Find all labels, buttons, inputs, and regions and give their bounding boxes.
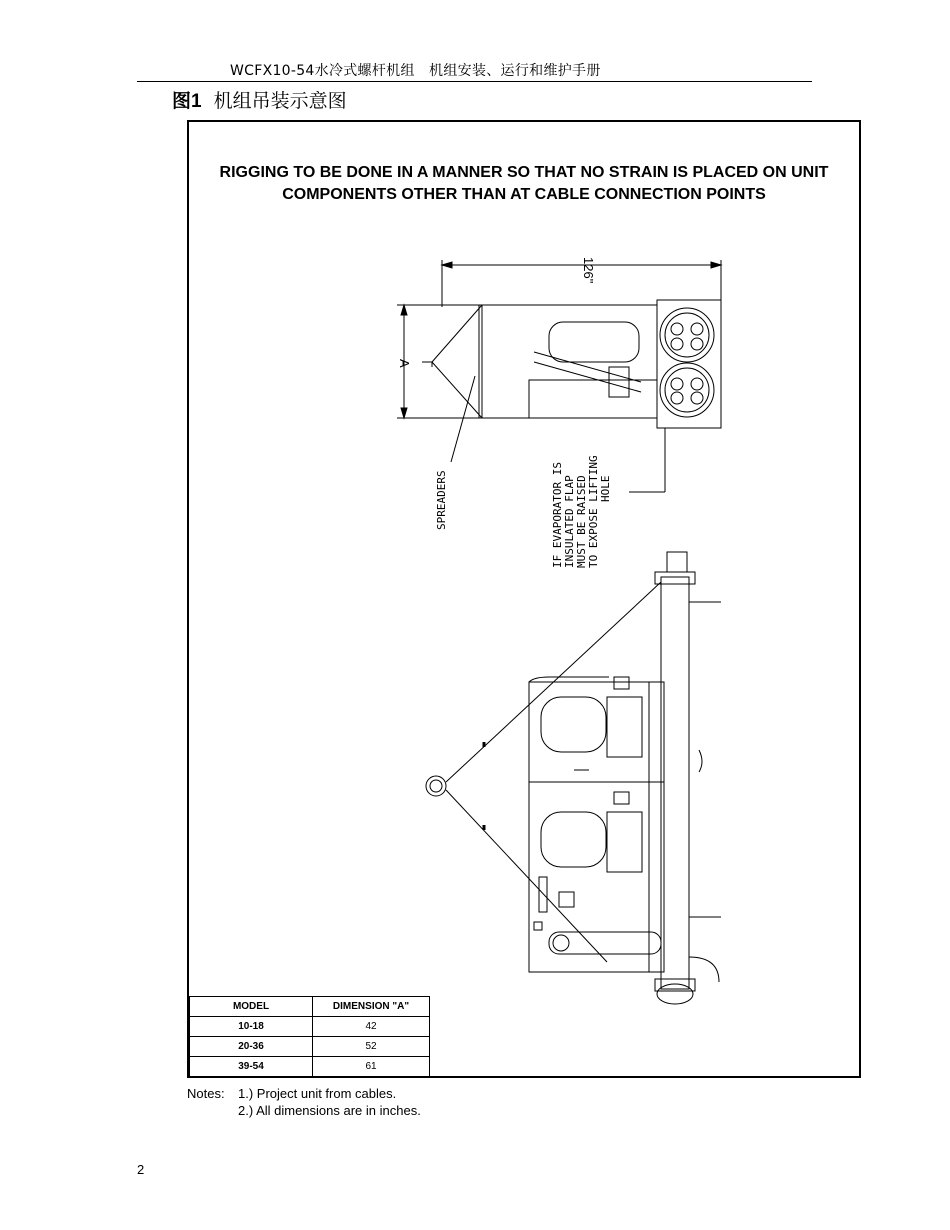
spreader-top-view bbox=[422, 305, 482, 418]
dimension-a-label: A bbox=[397, 359, 412, 368]
unit-side-view bbox=[529, 552, 721, 1004]
dimension-a bbox=[397, 305, 482, 418]
table-cell-model: 10-18 bbox=[190, 1017, 313, 1037]
table-cell-dimension: 42 bbox=[313, 1017, 430, 1037]
rigging-diagram bbox=[189, 122, 859, 1076]
svg-text:HOLE: HOLE bbox=[599, 475, 612, 502]
dimension-table bbox=[189, 996, 430, 1077]
page-number: 2 bbox=[137, 1162, 145, 1177]
table-cell-model: 39-54 bbox=[190, 1057, 313, 1077]
drawing-frame bbox=[187, 120, 861, 1078]
spreaders-leader bbox=[451, 376, 475, 462]
dimension-126-label: 126" bbox=[581, 257, 596, 284]
page-header: WCFX10-54水冷式螺杆机组 机组安装、运行和维护手册 bbox=[230, 63, 601, 79]
spreaders-label: SPREADERS bbox=[435, 470, 448, 530]
table-cell-dimension: 61 bbox=[313, 1057, 430, 1077]
notes-label: Notes: bbox=[187, 1086, 225, 1101]
table-header-row bbox=[190, 997, 430, 1017]
lifting-ring bbox=[426, 582, 661, 962]
svg-text:TO EXPOSE LIFTING: TO EXPOSE LIFTING bbox=[587, 455, 600, 568]
figure-label: 图1 bbox=[172, 91, 202, 112]
header-rule bbox=[137, 81, 812, 82]
unit-end-view bbox=[482, 300, 721, 492]
figure-title: 机组吊装示意图 bbox=[213, 90, 347, 112]
table-row bbox=[190, 1057, 430, 1077]
table-row bbox=[190, 1017, 430, 1037]
svg-text:MUST BE RAISED: MUST BE RAISED bbox=[575, 475, 588, 568]
rigging-note-line-1: RIGGING TO BE DONE IN A MANNER SO THAT NO STRAIN IS PLACED ON UNIT bbox=[219, 164, 829, 181]
table-header-model: MODEL bbox=[190, 997, 313, 1017]
table-cell-model: 20-36 bbox=[190, 1037, 313, 1057]
table-row bbox=[190, 1037, 430, 1057]
note-item: 2.) All dimensions are in inches. bbox=[238, 1103, 421, 1118]
svg-text:IF EVAPORATOR IS: IF EVAPORATOR IS bbox=[551, 462, 564, 568]
table-cell-dimension: 52 bbox=[313, 1037, 430, 1057]
note-item: 1.) Project unit from cables. bbox=[238, 1086, 397, 1101]
rigging-note-line-2: COMPONENTS OTHER THAN AT CABLE CONNECTION POINTS bbox=[282, 186, 766, 203]
evaporator-note bbox=[551, 455, 612, 568]
table-header-dimension: DIMENSION "A" bbox=[313, 997, 430, 1017]
svg-text:INSULATED FLAP: INSULATED FLAP bbox=[563, 475, 576, 568]
figure-caption bbox=[172, 86, 347, 113]
